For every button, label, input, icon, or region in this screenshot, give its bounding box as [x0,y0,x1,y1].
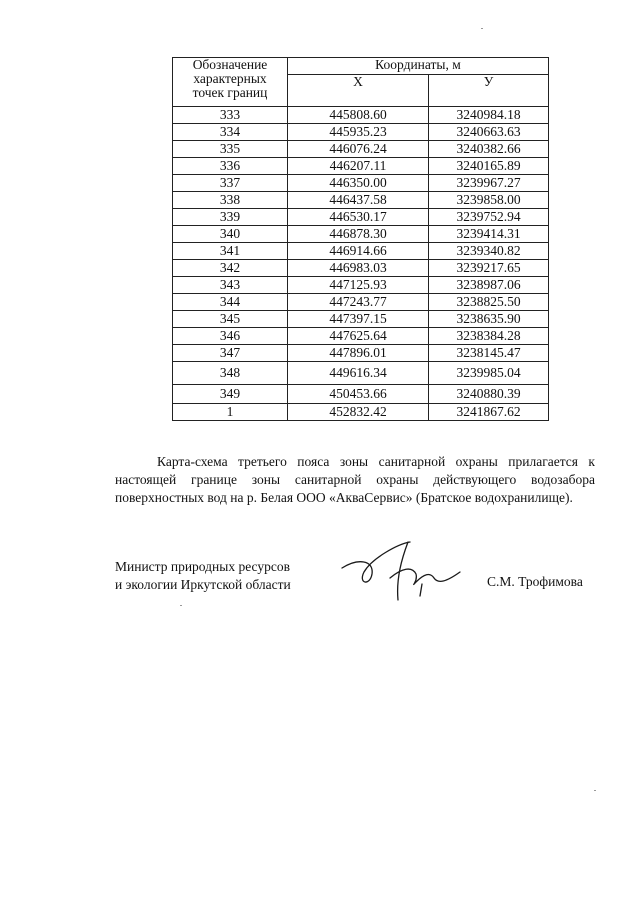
coordinates-table-body [173,107,549,421]
cell-x: 449616.34 [288,362,429,385]
map-scheme-paragraph: Карта-схема третьего пояса зоны санитарной охраны прилагается к настоящей границе зоны санитарной охраны действующего водозабора поверхностных вод на р. Белая ООО «АкваСервис» (Братское водохранилище). [115,454,595,505]
cell-x: 447125.93 [288,277,429,294]
table-row [173,277,549,294]
header-y: У [429,75,549,107]
table-row [173,226,549,243]
cell-point: 339 [173,209,288,226]
table-row [173,124,549,141]
scan-speck [180,605,182,606]
signatory-title-line1: Министр природных ресурсов [115,559,290,574]
signatory-name: С.М. Трофимова [487,574,583,589]
cell-point: 336 [173,158,288,175]
cell-y: 3238987.06 [429,277,549,294]
cell-point: 347 [173,345,288,362]
cell-y: 3240663.63 [429,124,549,141]
cell-y: 3238384.28 [429,328,549,345]
cell-x: 446530.17 [288,209,429,226]
coordinates-table [172,57,549,421]
signatory-title-line2: и экологии Иркутской области [115,577,291,592]
cell-x: 446437.58 [288,192,429,209]
cell-y: 3239967.27 [429,175,549,192]
cell-point: 338 [173,192,288,209]
cell-point: 343 [173,277,288,294]
table-row [173,385,549,404]
scan-speck [481,28,483,29]
table-row [173,243,549,260]
cell-x: 446983.03 [288,260,429,277]
cell-point: 346 [173,328,288,345]
cell-point: 333 [173,107,288,124]
cell-point: 335 [173,141,288,158]
cell-y: 3239858.00 [429,192,549,209]
cell-point: 337 [173,175,288,192]
cell-x: 450453.66 [288,385,429,404]
cell-point: 348 [173,362,288,385]
cell-point: 342 [173,260,288,277]
cell-y: 3239985.04 [429,362,549,385]
cell-x: 446914.66 [288,243,429,260]
cell-y: 3239752.94 [429,209,549,226]
cell-y: 3238635.90 [429,311,549,328]
table-row [173,141,549,158]
cell-point: 345 [173,311,288,328]
cell-x: 446878.30 [288,226,429,243]
cell-x: 446350.00 [288,175,429,192]
cell-point: 349 [173,385,288,404]
cell-x: 446207.11 [288,158,429,175]
table-row [173,209,549,226]
scan-speck [594,790,596,791]
table-row [173,192,549,209]
table-row [173,175,549,192]
table-row [173,328,549,345]
header-point-designation: Обозначение характерных точек границ [173,58,288,107]
cell-x: 452832.42 [288,404,429,421]
cell-y: 3240984.18 [429,107,549,124]
cell-x: 447243.77 [288,294,429,311]
cell-x: 446076.24 [288,141,429,158]
cell-x: 447896.01 [288,345,429,362]
cell-y: 3238145.47 [429,345,549,362]
cell-y: 3239217.65 [429,260,549,277]
cell-y: 3240880.39 [429,385,549,404]
cell-y: 3239414.31 [429,226,549,243]
header-coordinates-group: Координаты, м [288,58,549,75]
cell-point: 1 [173,404,288,421]
cell-point: 334 [173,124,288,141]
table-row [173,404,549,421]
cell-y: 3240382.66 [429,141,549,158]
cell-point: 344 [173,294,288,311]
cell-x: 447625.64 [288,328,429,345]
cell-y: 3239340.82 [429,243,549,260]
cell-x: 445808.60 [288,107,429,124]
cell-y: 3240165.89 [429,158,549,175]
cell-x: 447397.15 [288,311,429,328]
cell-y: 3241867.62 [429,404,549,421]
header-x: Х [288,75,429,107]
table-row [173,311,549,328]
signatory-title [115,558,291,594]
handwritten-signature [338,538,468,608]
cell-x: 445935.23 [288,124,429,141]
cell-y: 3238825.50 [429,294,549,311]
table-row [173,294,549,311]
table-row [173,158,549,175]
table-row [173,362,549,385]
table-row [173,107,549,124]
table-row [173,345,549,362]
table-row [173,260,549,277]
cell-point: 341 [173,243,288,260]
cell-point: 340 [173,226,288,243]
